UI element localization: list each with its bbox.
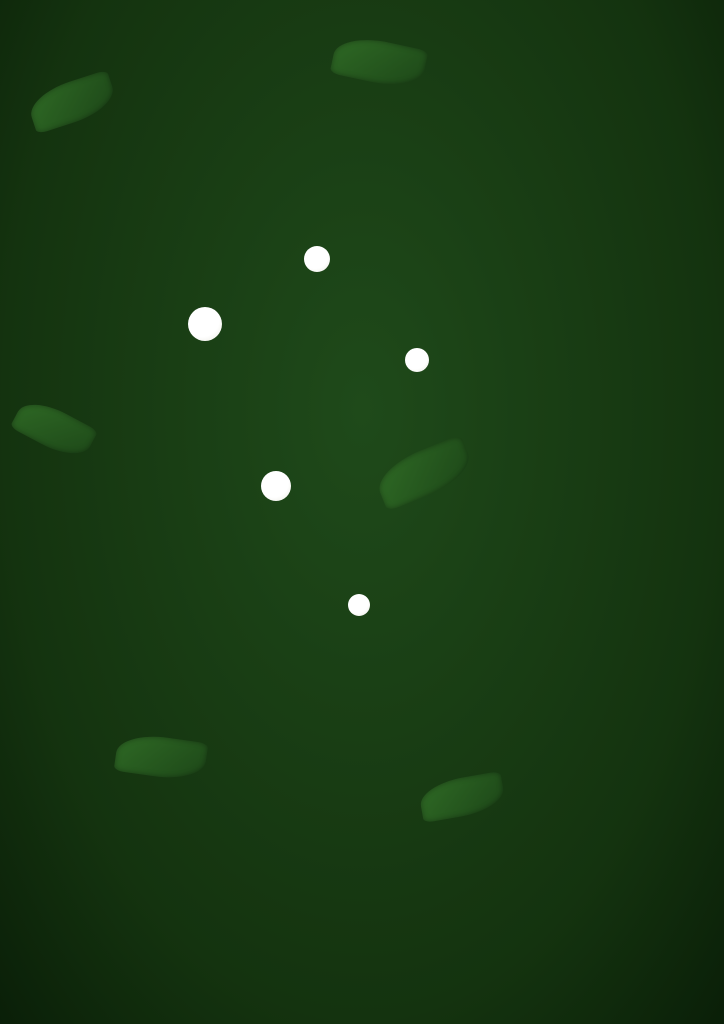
leaf-shape-3 <box>10 393 98 464</box>
leaf-photo-flower-1 <box>188 307 222 341</box>
leaf-shape-6 <box>417 771 506 823</box>
leaf-photo-flower-4 <box>405 348 429 372</box>
leaf-main-row <box>29 671 724 758</box>
leaf-photo-flower-5 <box>348 594 370 616</box>
leaf-shape-5 <box>113 731 208 783</box>
leaf-photo-flower-2 <box>304 246 330 272</box>
leaf-shape-2 <box>330 32 429 92</box>
leaf-table <box>28 670 724 803</box>
leaf-shape-1 <box>25 70 119 135</box>
leaf-photo-cell <box>258 671 493 803</box>
leaf-shape-4 <box>372 434 477 511</box>
leaf-photo-flower-3 <box>261 471 291 501</box>
